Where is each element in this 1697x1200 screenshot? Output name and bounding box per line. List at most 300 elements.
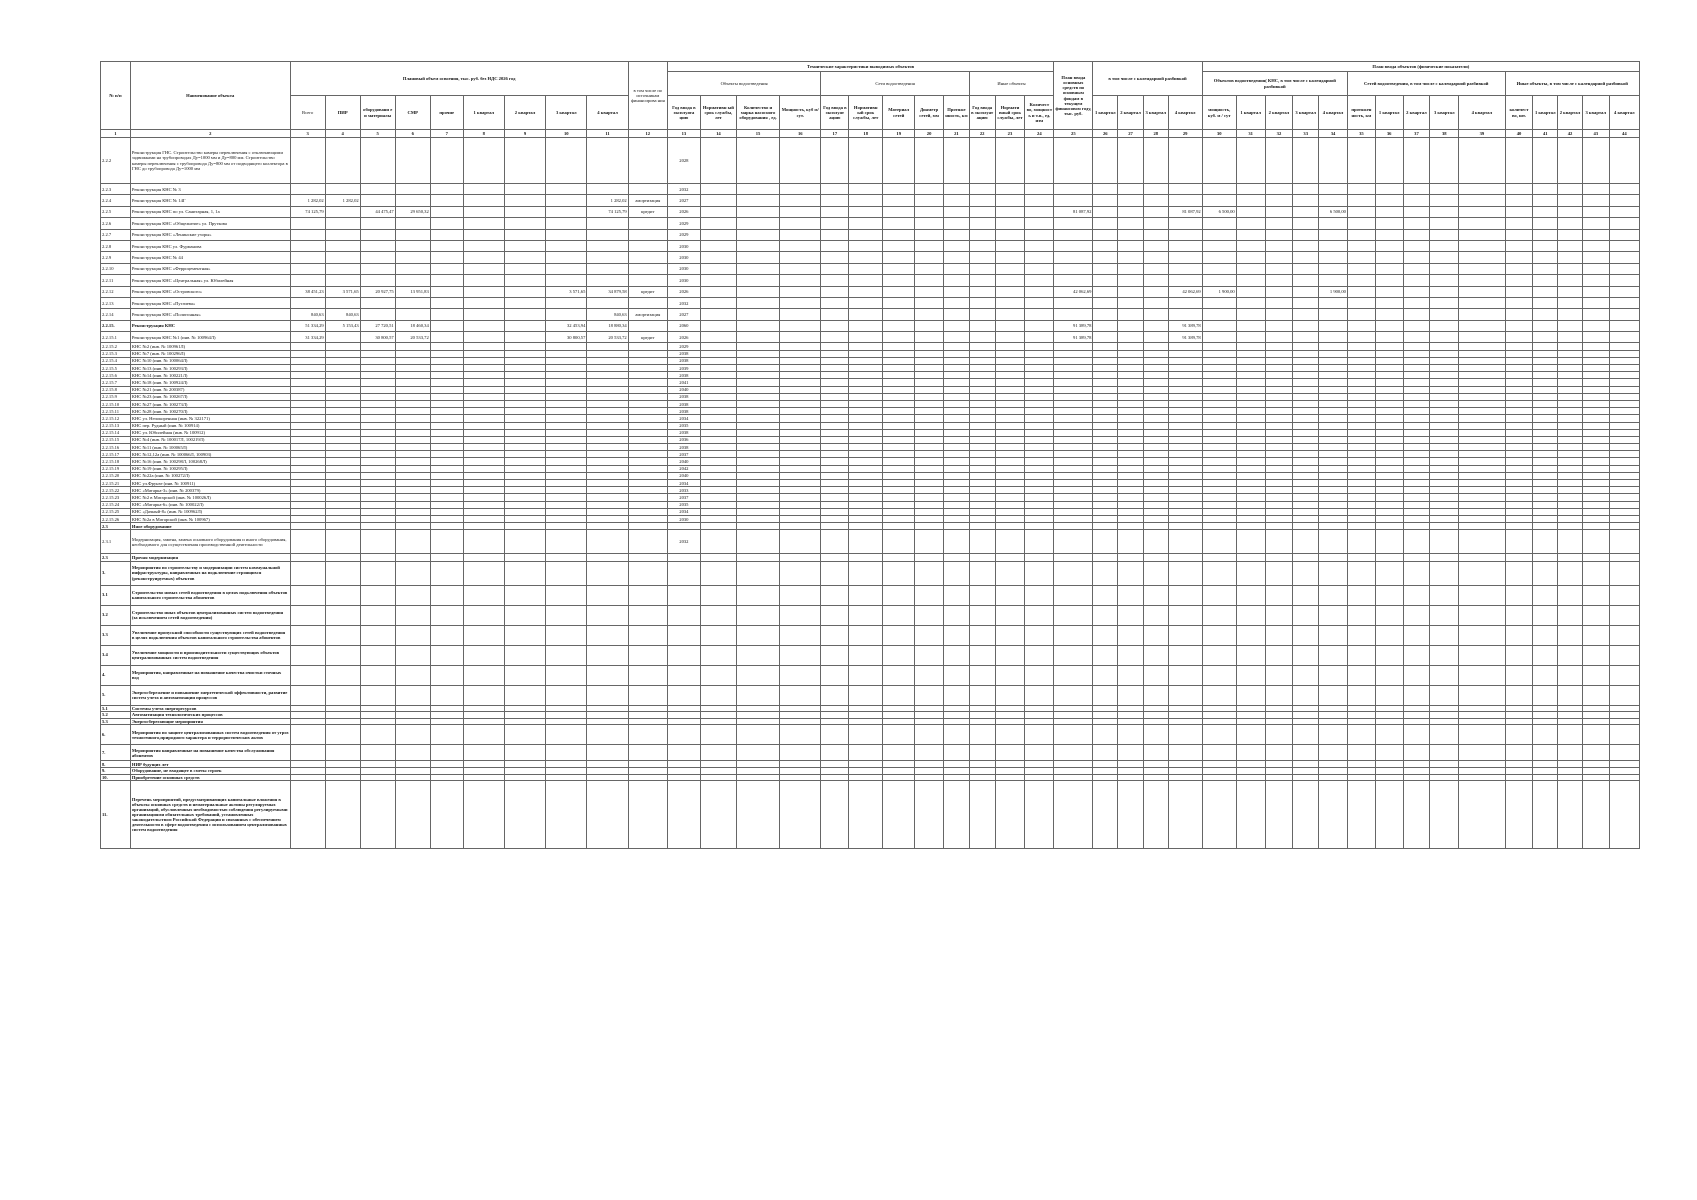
column-number: 30	[1202, 130, 1236, 138]
cell-equip	[360, 725, 395, 745]
table-cell	[504, 494, 545, 501]
table-cell	[915, 429, 944, 436]
table-cell	[1236, 494, 1265, 501]
cell-plan	[1054, 605, 1093, 625]
table-cell	[1236, 436, 1265, 443]
cell-pq4	[1168, 665, 1202, 685]
cell-year: 2040	[667, 386, 700, 393]
cell-smr	[395, 451, 430, 458]
cell-name: КНС «Дачный-8» (инв. № 100962Л)	[130, 508, 290, 515]
cell-src	[628, 343, 667, 350]
cell-name: Мероприятия по защите централизованных систем водоотведения от угроз техногенного,природного характера и террористических актов	[130, 725, 290, 745]
cell-num: 2.2.15.6	[101, 372, 131, 379]
table-cell	[1459, 350, 1505, 357]
cell-smr	[395, 472, 430, 479]
table-cell	[1265, 422, 1293, 429]
cell-pir	[325, 138, 360, 184]
table-cell	[1293, 501, 1319, 508]
table-cell	[995, 429, 1025, 436]
table-cell	[1265, 240, 1293, 251]
cell-q3	[546, 472, 587, 479]
column-number: 38	[1430, 130, 1459, 138]
table-cell	[1403, 206, 1430, 217]
cell-year: 2034	[667, 508, 700, 515]
table-cell	[969, 332, 995, 343]
table-cell	[1347, 501, 1375, 508]
table-cell	[736, 645, 779, 665]
table-cell	[1558, 472, 1583, 479]
table-cell	[430, 480, 463, 487]
cell-smr	[395, 138, 430, 184]
table-cell	[1430, 429, 1459, 436]
table-cell	[780, 451, 821, 458]
table-cell	[1375, 206, 1403, 217]
cell-pir	[325, 781, 360, 849]
table-cell	[1347, 343, 1375, 350]
table-cell	[1118, 625, 1144, 645]
table-cell	[1609, 685, 1639, 705]
table-cell	[883, 665, 915, 685]
table-cell	[1265, 436, 1293, 443]
table-cell	[1025, 297, 1054, 308]
table-cell	[1609, 725, 1639, 745]
cell-q3: 3 571,65	[546, 286, 587, 297]
cell-plan	[1054, 365, 1093, 372]
cell-q4	[587, 685, 628, 705]
table-cell	[1093, 379, 1118, 386]
header-life-2: Нормативн ый срок службы, лет	[849, 96, 883, 130]
table-cell	[1375, 218, 1403, 229]
cell-q3	[546, 343, 587, 350]
column-number: 41	[1533, 130, 1558, 138]
cell-pir: 5 153,43	[325, 320, 360, 331]
cell-pq4	[1168, 229, 1202, 240]
table-cell	[944, 465, 970, 472]
cell-year: 2060	[667, 320, 700, 331]
table-cell	[821, 263, 849, 274]
table-cell	[1375, 429, 1403, 436]
table-cell	[1293, 665, 1319, 685]
cell-num: 3.1	[101, 585, 131, 605]
table-cell	[849, 465, 883, 472]
table-cell	[780, 229, 821, 240]
table-cell	[1093, 415, 1118, 422]
cell-pir	[325, 465, 360, 472]
table-cell	[1118, 767, 1144, 774]
cell-src: кредит	[628, 206, 667, 217]
table-cell	[1505, 451, 1533, 458]
cell-name: КНС №23 (инв. № 100267Л)	[130, 393, 290, 400]
cell-plan	[1054, 494, 1093, 501]
table-cell	[700, 263, 736, 274]
table-cell	[1093, 372, 1118, 379]
table-cell	[700, 400, 736, 407]
table-cell	[1265, 372, 1293, 379]
table-cell	[1347, 309, 1375, 320]
table-cell	[463, 297, 504, 308]
table-cell	[1236, 712, 1265, 719]
table-cell	[1143, 286, 1168, 297]
table-cell	[1533, 554, 1558, 561]
cell-smr	[395, 561, 430, 585]
table-cell	[430, 501, 463, 508]
cell-total	[290, 718, 325, 725]
table-cell	[1118, 761, 1144, 768]
table-cell	[1459, 781, 1505, 849]
table-cell	[1265, 393, 1293, 400]
cell-equip	[360, 444, 395, 451]
cell-pir	[325, 386, 360, 393]
cell-smr	[395, 625, 430, 645]
table-cell	[736, 229, 779, 240]
table-cell	[780, 343, 821, 350]
table-cell	[1609, 451, 1639, 458]
header-q2: 2 квартал	[504, 96, 545, 130]
table-cell	[1143, 138, 1168, 184]
table-cell	[1459, 774, 1505, 781]
header-oth-q4: 4 квартал	[1609, 96, 1639, 130]
cell-smr	[395, 343, 430, 350]
table-cell	[780, 645, 821, 665]
table-cell	[821, 206, 849, 217]
cell-pir	[325, 422, 360, 429]
cell-smr	[395, 386, 430, 393]
table-cell	[1347, 472, 1375, 479]
cell-q4	[587, 386, 628, 393]
table-cell	[1093, 761, 1118, 768]
table-cell	[944, 365, 970, 372]
table-cell	[1558, 530, 1583, 554]
table-cell	[1265, 286, 1293, 297]
cell-year: 2033	[667, 487, 700, 494]
cell-smr	[395, 465, 430, 472]
table-cell	[1118, 472, 1144, 479]
cell-q3	[546, 561, 587, 585]
table-cell	[1533, 745, 1558, 761]
table-cell	[780, 357, 821, 364]
table-cell	[1403, 422, 1430, 429]
table-cell	[1143, 386, 1168, 393]
table-cell	[1236, 458, 1265, 465]
cell-q4	[587, 767, 628, 774]
cell-pir	[325, 263, 360, 274]
table-cell	[969, 357, 995, 364]
table-cell	[1558, 444, 1583, 451]
table-cell	[944, 712, 970, 719]
column-number: 37	[1403, 130, 1430, 138]
table-cell	[1430, 767, 1459, 774]
table-cell	[1403, 320, 1430, 331]
table-cell	[1293, 357, 1319, 364]
table-cell	[1505, 705, 1533, 712]
table-cell	[969, 444, 995, 451]
cell-num: 2.2.10	[101, 263, 131, 274]
table-cell	[1582, 357, 1609, 364]
table-cell	[430, 184, 463, 195]
table-cell	[1025, 206, 1054, 217]
table-row	[101, 332, 1640, 343]
table-cell	[780, 206, 821, 217]
table-cell	[915, 393, 944, 400]
header-net-q1: 1 квартал	[1375, 96, 1403, 130]
cell-year: 2029	[667, 343, 700, 350]
table-cell	[1265, 400, 1293, 407]
header-kns-q1: 1 квартал	[1236, 96, 1265, 130]
cell-total	[290, 297, 325, 308]
cell-cq4	[1319, 685, 1348, 705]
table-cell	[1459, 365, 1505, 372]
cell-equip	[360, 501, 395, 508]
table-cell	[430, 138, 463, 184]
cell-num: 2.2.15.14	[101, 429, 131, 436]
cell-name: Реконструкция КНС «Полигонная»	[130, 309, 290, 320]
cell-pq4	[1168, 357, 1202, 364]
table-cell	[1533, 297, 1558, 308]
cell-total	[290, 379, 325, 386]
table-cell	[1533, 184, 1558, 195]
cell-name: Мероприятия, направленные на повышение качества очистки сточных вод	[130, 665, 290, 685]
cell-num: 2.2.12	[101, 286, 131, 297]
table-cell	[944, 501, 970, 508]
table-cell	[780, 444, 821, 451]
table-cell	[995, 263, 1025, 274]
table-cell	[1459, 515, 1505, 522]
cell-pq4	[1168, 444, 1202, 451]
table-cell	[504, 343, 545, 350]
table-cell	[969, 501, 995, 508]
table-cell	[463, 458, 504, 465]
table-cell	[1609, 429, 1639, 436]
table-cell	[969, 705, 995, 712]
table-cell	[1582, 422, 1609, 429]
table-cell	[1025, 408, 1054, 415]
cell-src	[628, 451, 667, 458]
cell-name: КНС №2 (инв. № 100961Л)	[130, 343, 290, 350]
table-cell	[504, 429, 545, 436]
cell-smr	[395, 357, 430, 364]
table-cell	[504, 444, 545, 451]
cell-equip	[360, 451, 395, 458]
table-cell	[1533, 665, 1558, 685]
table-cell	[1143, 465, 1168, 472]
table-cell	[969, 712, 995, 719]
table-cell	[1293, 229, 1319, 240]
table-cell	[821, 774, 849, 781]
table-cell	[1093, 422, 1118, 429]
cell-num: 2.2.15.20	[101, 472, 131, 479]
table-cell	[1093, 138, 1118, 184]
table-cell	[1403, 561, 1430, 585]
table-cell	[995, 195, 1025, 206]
table-cell	[1093, 530, 1118, 554]
table-cell	[1118, 774, 1144, 781]
cell-src	[628, 712, 667, 719]
cell-cap	[1202, 774, 1236, 781]
cell-cq4	[1319, 585, 1348, 605]
cell-num: 2.2.15.13	[101, 422, 131, 429]
cell-num: 2.2.15.15	[101, 436, 131, 443]
table-cell	[1505, 332, 1533, 343]
table-cell	[1236, 386, 1265, 393]
table-cell	[1293, 379, 1319, 386]
cell-smr	[395, 393, 430, 400]
table-cell	[700, 184, 736, 195]
table-cell	[1375, 501, 1403, 508]
table-cell	[463, 357, 504, 364]
table-cell	[430, 309, 463, 320]
table-cell	[1293, 415, 1319, 422]
table-cell	[700, 372, 736, 379]
table-cell	[995, 508, 1025, 515]
cell-year	[667, 761, 700, 768]
table-cell	[1533, 487, 1558, 494]
table-cell	[1558, 195, 1583, 206]
table-cell	[1582, 781, 1609, 849]
table-cell	[1430, 365, 1459, 372]
cell-name: КНС «Матарка-6» (инв. № 100022Л)	[130, 501, 290, 508]
table-cell	[1093, 523, 1118, 530]
table-cell	[1558, 386, 1583, 393]
table-cell	[1236, 229, 1265, 240]
cell-src	[628, 408, 667, 415]
table-cell	[780, 252, 821, 263]
table-cell	[780, 523, 821, 530]
table-cell	[1375, 685, 1403, 705]
cell-smr	[395, 350, 430, 357]
header-networks: Сети водоотведения	[821, 72, 969, 96]
cell-cq4	[1319, 218, 1348, 229]
cell-plan	[1054, 487, 1093, 494]
table-cell	[1505, 206, 1533, 217]
table-cell	[780, 761, 821, 768]
table-cell	[1403, 458, 1430, 465]
table-cell	[780, 515, 821, 522]
cell-cap: 6 500,00	[1202, 206, 1236, 217]
cell-year	[667, 705, 700, 712]
cell-q4	[587, 429, 628, 436]
table-cell	[1375, 309, 1403, 320]
table-cell	[1093, 365, 1118, 372]
cell-name: Строительство новых сетей водоотведения в целях подключения объектов капитального строительства абонентов	[130, 585, 290, 605]
table-cell	[1093, 184, 1118, 195]
table-cell	[430, 705, 463, 712]
cell-cq4	[1319, 761, 1348, 768]
table-cell	[700, 379, 736, 386]
cell-num: 2.3	[101, 554, 131, 561]
table-cell	[1505, 530, 1533, 554]
table-cell	[969, 218, 995, 229]
cell-num: 2.2.14	[101, 309, 131, 320]
cell-q3	[546, 422, 587, 429]
table-cell	[944, 494, 970, 501]
table-cell	[430, 530, 463, 554]
table-cell	[1143, 357, 1168, 364]
table-cell	[1293, 645, 1319, 665]
table-cell	[915, 725, 944, 745]
table-cell	[969, 138, 995, 184]
table-cell	[463, 379, 504, 386]
table-cell	[969, 472, 995, 479]
cell-src	[628, 297, 667, 308]
table-cell	[915, 357, 944, 364]
cell-q3	[546, 508, 587, 515]
cell-pir	[325, 458, 360, 465]
table-row	[101, 465, 1640, 472]
cell-q4	[587, 745, 628, 761]
table-cell	[700, 357, 736, 364]
table-cell	[1375, 451, 1403, 458]
table-cell	[780, 436, 821, 443]
cell-q3	[546, 365, 587, 372]
table-cell	[1118, 350, 1144, 357]
table-cell	[915, 408, 944, 415]
table-cell	[1533, 761, 1558, 768]
table-cell	[736, 408, 779, 415]
cell-pir	[325, 761, 360, 768]
table-cell	[1558, 252, 1583, 263]
table-cell	[1118, 515, 1144, 522]
table-cell	[944, 309, 970, 320]
table-row	[101, 393, 1640, 400]
table-cell	[1093, 508, 1118, 515]
table-cell	[883, 718, 915, 725]
table-cell	[1143, 480, 1168, 487]
table-cell	[1118, 465, 1144, 472]
table-cell	[1025, 252, 1054, 263]
cell-pir	[325, 508, 360, 515]
table-cell	[1143, 625, 1168, 645]
table-cell	[1265, 523, 1293, 530]
cell-pq4	[1168, 263, 1202, 274]
table-cell	[944, 206, 970, 217]
table-cell	[1025, 705, 1054, 712]
table-cell	[1093, 386, 1118, 393]
cell-src	[628, 444, 667, 451]
table-cell	[1265, 458, 1293, 465]
table-cell	[504, 393, 545, 400]
table-cell	[1265, 309, 1293, 320]
table-cell	[883, 458, 915, 465]
cell-plan	[1054, 523, 1093, 530]
table-cell	[504, 774, 545, 781]
column-number: 7	[430, 130, 463, 138]
table-cell	[944, 320, 970, 331]
cell-cq4	[1319, 386, 1348, 393]
table-cell	[1143, 665, 1168, 685]
table-cell	[1025, 665, 1054, 685]
table-cell	[700, 451, 736, 458]
table-cell	[504, 372, 545, 379]
table-cell	[849, 400, 883, 407]
table-cell	[780, 725, 821, 745]
table-row	[101, 436, 1640, 443]
table-cell	[969, 195, 995, 206]
cell-num: 10.	[101, 774, 131, 781]
cell-pir	[325, 429, 360, 436]
cell-plan	[1054, 508, 1093, 515]
table-cell	[1265, 530, 1293, 554]
cell-plan	[1054, 429, 1093, 436]
table-cell	[915, 386, 944, 393]
cell-q4	[587, 451, 628, 458]
cell-total	[290, 774, 325, 781]
table-cell	[995, 487, 1025, 494]
table-cell	[849, 761, 883, 768]
table-cell	[1375, 240, 1403, 251]
table-cell	[700, 530, 736, 554]
cell-pir	[325, 379, 360, 386]
cell-q3	[546, 781, 587, 849]
